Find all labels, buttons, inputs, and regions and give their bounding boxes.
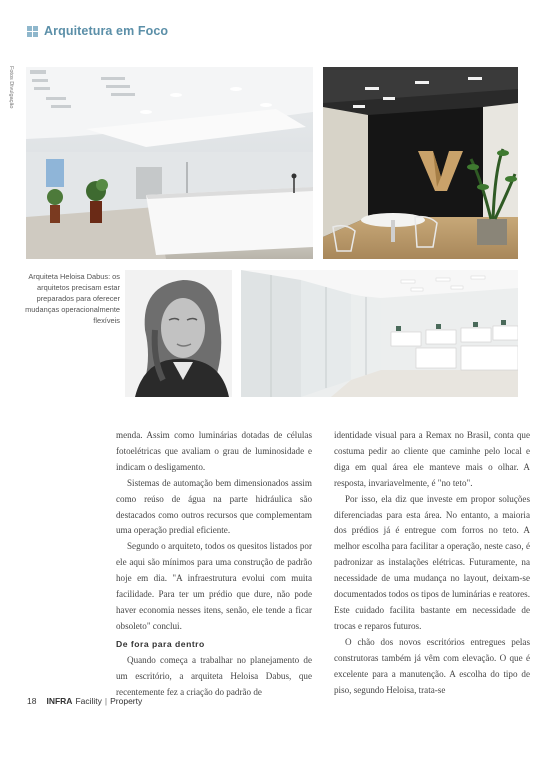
magazine-name: INFRA <box>46 696 73 706</box>
article-paragraph: Quando começa a trabalhar no planejamento de um escritório, a arquiteta Heloisa Dabus, que recentemente fez a criação do padrão de <box>116 654 312 697</box>
article-column-1 <box>116 428 312 700</box>
photo-caption: Arquiteta Heloisa Dabus: os arquitetos precisam estar preparados para oferecer mudanças operacionalmente flexíveis <box>25 272 120 325</box>
page-footer <box>27 694 142 708</box>
article-paragraph: menda. Assim como luminárias dotadas de células fotoelétricas que avaliam o grau de luminosidade e indicam o desligamento. <box>116 430 312 472</box>
photo-portrait <box>125 270 232 397</box>
photo-open-office <box>241 270 518 397</box>
article-subheading: De fora para dentro <box>116 638 205 649</box>
section-header <box>27 22 168 40</box>
section-name: Property <box>110 696 143 706</box>
photo-reception-logo <box>323 67 518 259</box>
article-paragraph: O chão dos novos escritórios entregues pelas construtoras também já vêm com elevação. O que é excelente para a manutenção. A escolha do tipo de piso, segundo Heloisa, trata-se <box>334 636 530 695</box>
grid-squares-icon <box>27 26 38 37</box>
photo-lobby <box>26 67 313 259</box>
article-column-2 <box>334 428 530 698</box>
page-number: 18 <box>27 696 37 706</box>
footer-separator: | <box>104 696 108 706</box>
section-title: Arquitetura em Foco <box>44 24 169 38</box>
article-paragraph: identidade visual para a Remax no Brasil, conta que costuma pedir ao cliente que caminhe pelo local e diga em qual área ele manteve mais o olhar. A resposta, invariavelmente, é "no teto". <box>334 430 530 488</box>
photo-credit-text: Fotos Divulgação <box>8 66 14 109</box>
article-paragraph: Segundo o arquiteto, todos os quesitos listados por ele aqui são mínimos para uma construção de padrão hoje em dia. "A infraestrutura evolui com muita facilidade. Para ter um prédio que dure, não pode haver economia nesses itens, senão, ele tende a ficar obsoleto" conclui. <box>116 541 312 631</box>
article-paragraph: Por isso, ela diz que investe em propor soluções diferenciadas para esta área. No entanto, a maioria dos prédios já é entregue com forros no teto. A melhor escolha para facilitar a operação, neste caso, é padronizar as instalações elétricas. Futuramente, na necessidade de uma mudança no layout, deixam-se documentados todos os tipos de luminárias e reatores. Este cuidado facilita bastante em necessidade de trocas e reparos futuros. <box>334 493 530 631</box>
magazine-subtitle: Facility <box>75 696 102 706</box>
photo-credit <box>6 66 16 156</box>
article-paragraph: Sistemas de automação bem dimensionados assim como reúso de água na parte hidráulica são destacados como outros recursos que complementam uma operação predial eficiente. <box>116 477 312 536</box>
